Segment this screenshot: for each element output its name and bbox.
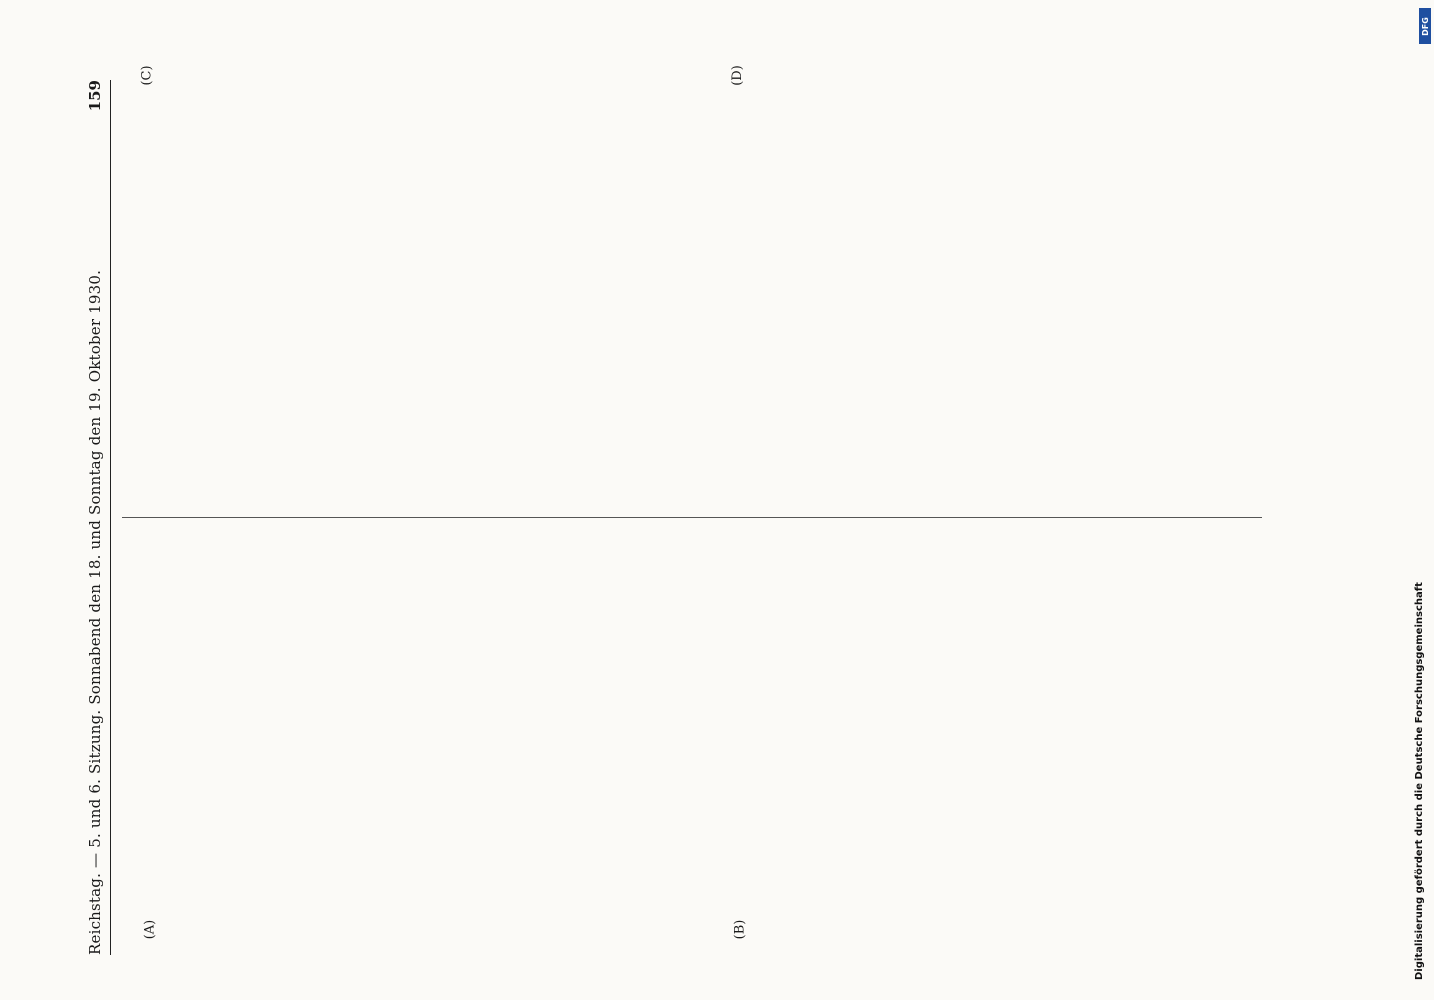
- running-header: Reichstag. — 5. und 6. Sitzung. Sonnabend den 18. und Sonntag den 19. Oktober 1930.: [86, 269, 104, 955]
- rotated-page-content: [80, 80, 1325, 955]
- margin-marker-a: (A): [142, 919, 158, 940]
- margin-marker-b: (B): [732, 919, 748, 940]
- digitization-credit-text: Digitalisierung gefördert durch die Deutsche Forschungsgemeinschaft: [1414, 582, 1425, 980]
- left-column: [120, 537, 1280, 955]
- page-header: [80, 80, 111, 955]
- margin-marker-d: (D): [729, 65, 745, 86]
- digitization-credit: [1412, 10, 1430, 990]
- page-number: 159: [86, 80, 104, 112]
- right-column: [120, 80, 1280, 498]
- column-divider: [122, 517, 1262, 518]
- margin-marker-c: (C): [139, 65, 155, 86]
- dfg-logo: DFG: [1419, 8, 1431, 44]
